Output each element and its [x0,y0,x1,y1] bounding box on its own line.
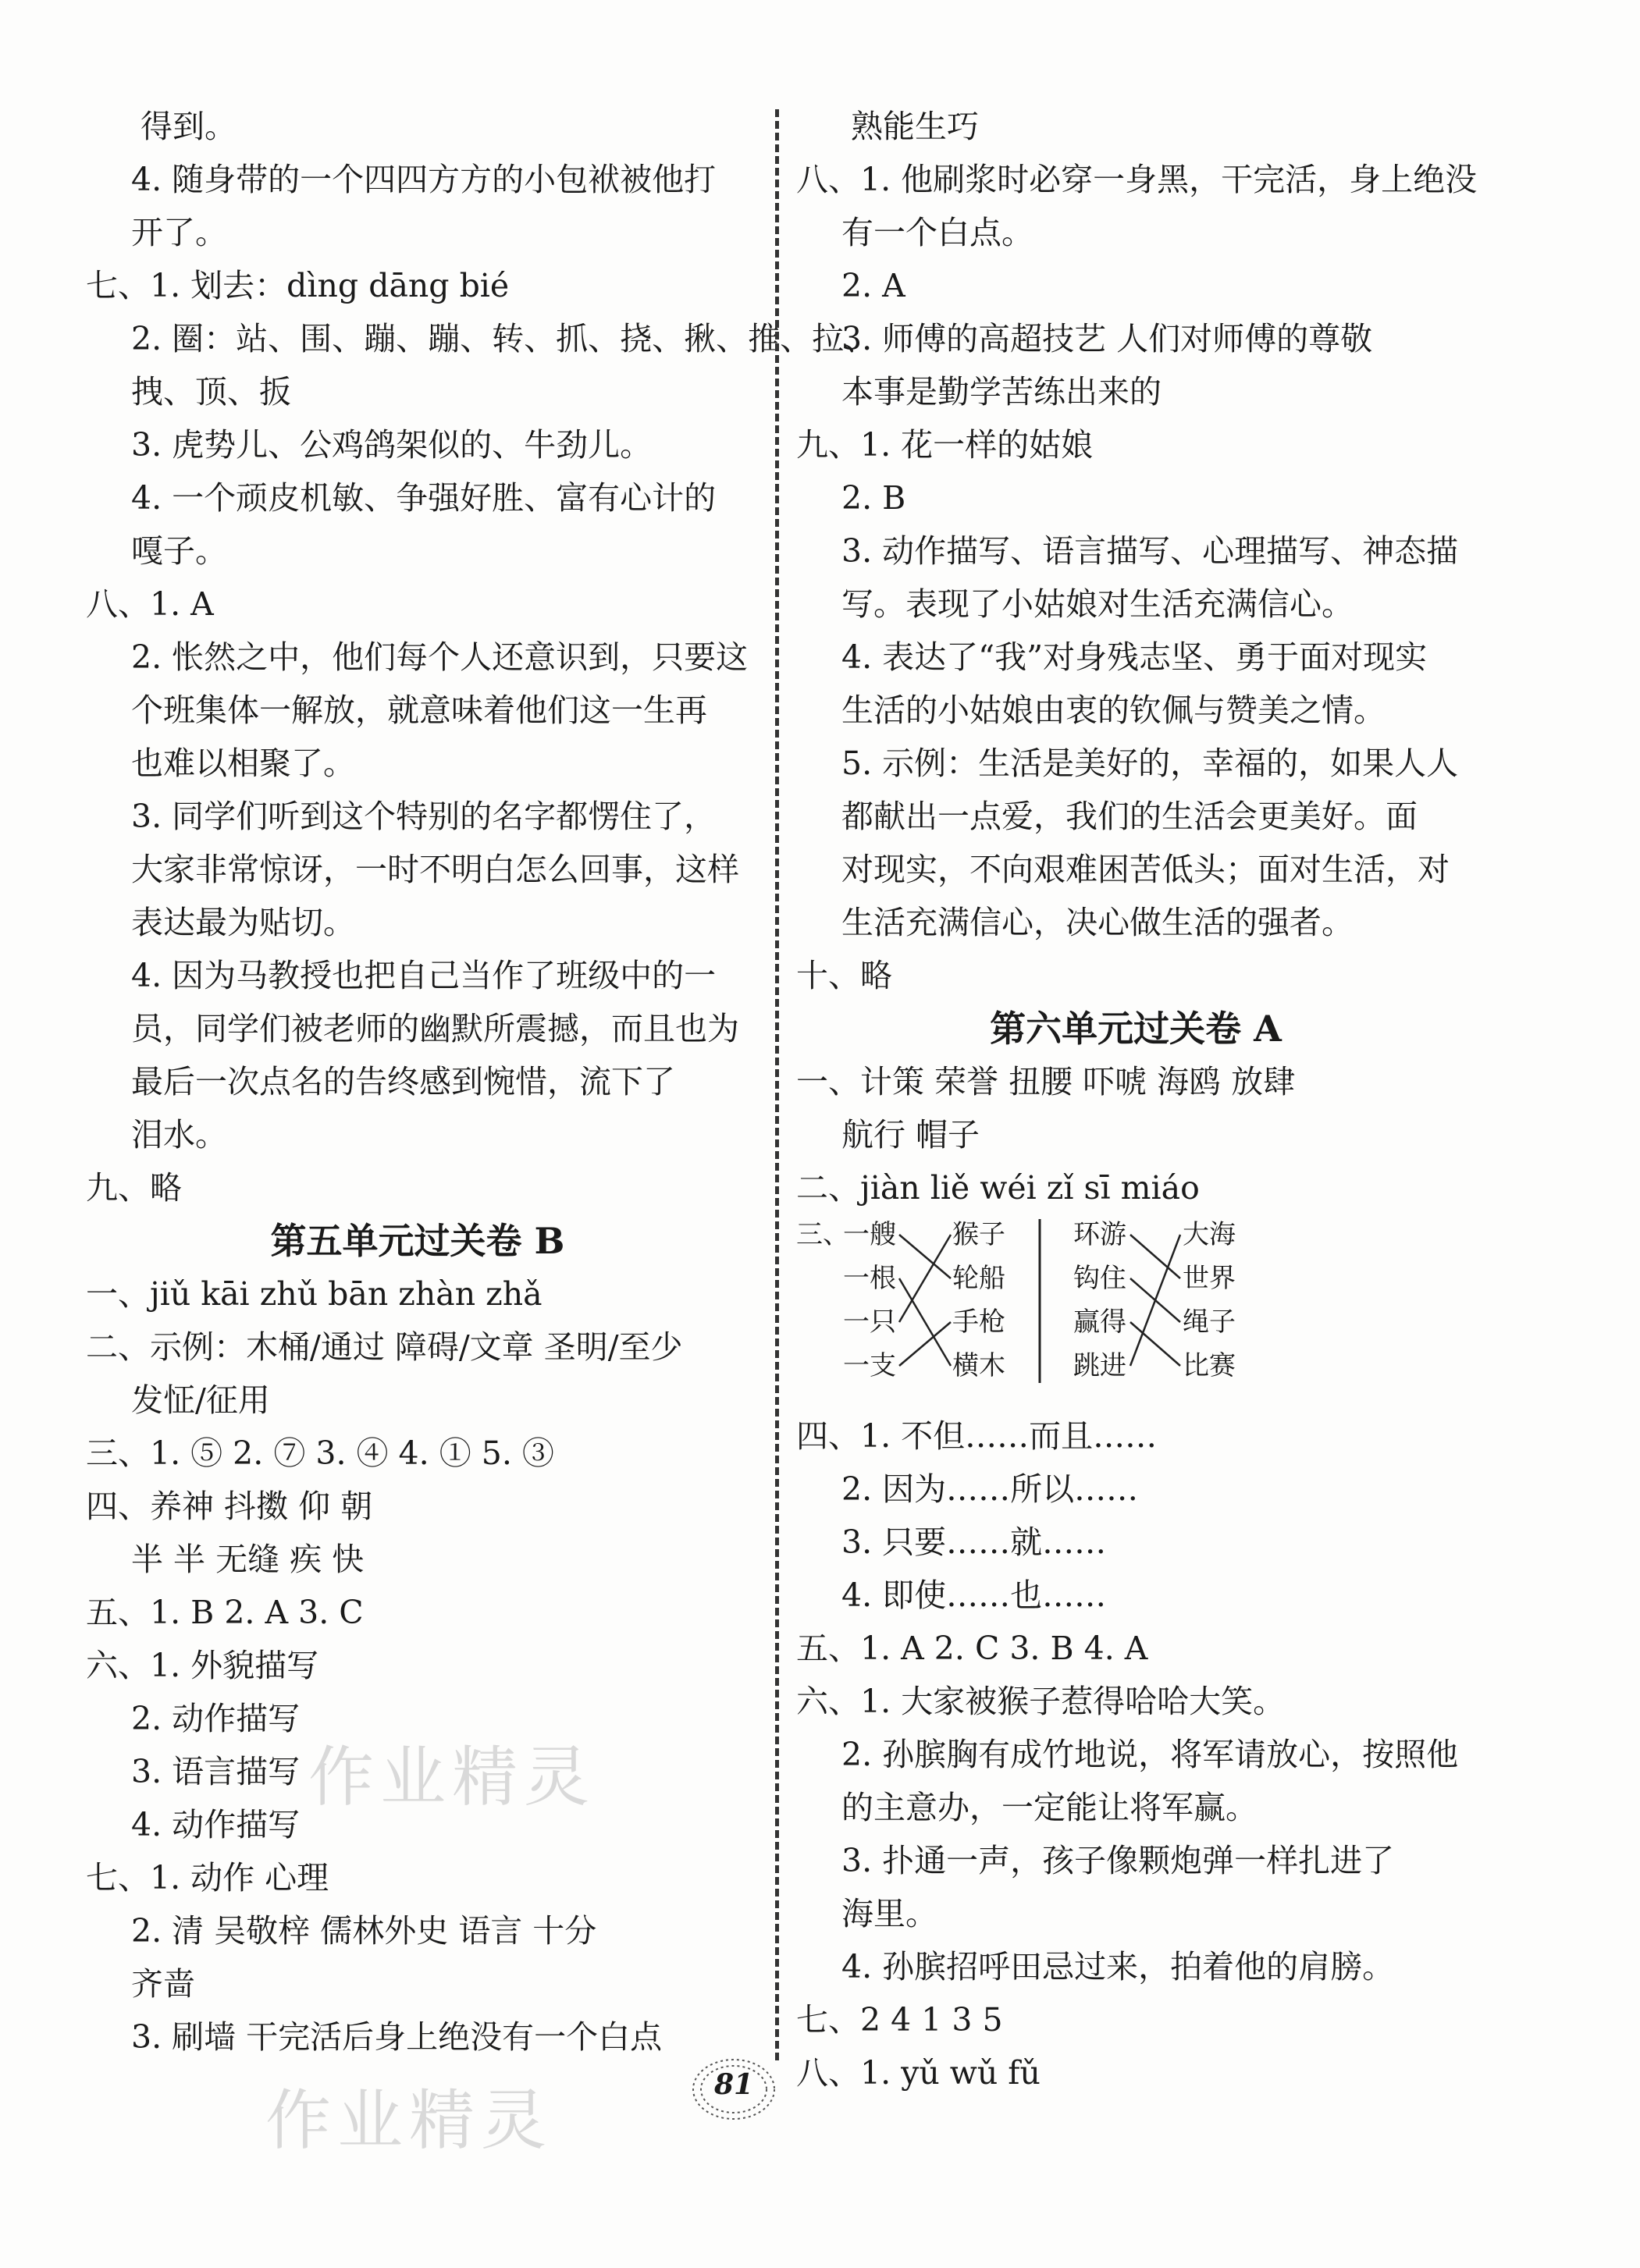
answer-line: 2. 圈：站、围、蹦、蹦、转、抓、挠、揪、推、拉、 [131,320,877,357]
answer-line: 5. 示例：生活是美好的，幸福的，如果人人 [841,745,1459,782]
answer-line: 大家非常惊讶，一时不明白怎么回事，这样 [131,851,739,888]
column-divider [775,109,779,2060]
answer-line: 3. 语言描写 [131,1753,301,1790]
question-line: 十、略 [796,957,892,994]
right-column-bottom [796,1410,1475,2099]
question-line: 八、1. yǔ wǔ fǔ [796,2054,1041,2092]
answer-line: 2. 孙膑胸有成竹地说，将军请放心，按照他 [841,1736,1459,1773]
question-line: 七、1. 划去：dìng dāng bié [86,267,510,304]
answer-line: 3. 同学们听到这个特别的名字都愣住了， [131,798,717,835]
question-line: 四、养神 抖擞 仰 朝 [86,1488,373,1525]
answer-line: 半 半 无缝 疾 快 [131,1541,365,1578]
answer-line: 2. 动作描写 [131,1700,301,1737]
question-line: 一、计策 荣誉 扭腰 吓唬 海鸥 放肆 [796,1063,1296,1100]
answer-line: 2. B [841,479,906,517]
section-heading: 第五单元过关卷 B [270,1220,565,1262]
answer-line: 开了。 [131,214,227,251]
answer-line: 3. 虎势儿、公鸡鸽架似的、牛劲儿。 [131,426,653,464]
question-line: 二、示例：木桶/通过 障碍/文章 圣明/至少 [86,1328,683,1366]
question-line: 七、1. 动作 心理 [86,1859,329,1897]
answer-line: 都献出一点爱，我们的生活会更美好。面 [841,798,1418,835]
answer-line: 拽、顶、扳 [131,373,291,411]
answer-line: 2. 清 吴敬梓 儒林外史 语言 十分 [131,1912,597,1950]
matching-exercise [796,1219,1236,1406]
answer-line: 海里。 [841,1895,937,1932]
match-link [899,1278,951,1366]
page-number: 81 [713,2068,754,2101]
answer-line: 对现实，不向艰难困苦低头；面对生活，对 [841,851,1450,888]
match-link [899,1235,951,1322]
answer-line: 3. 动作描写、语言描写、心理描写、神态描 [841,532,1459,570]
match-right-item: 世界 [1183,1263,1236,1294]
answer-line: 生活的小姑娘由衷的钦佩与赞美之情。 [841,691,1386,729]
watermark: 作业精灵 [308,1739,596,1815]
answer-line: 4. 一个顽皮机敏、争强好胜、富有心计的 [131,479,717,517]
question-line: 六、1. 外貌描写 [86,1647,319,1684]
watermark: 作业精灵 [265,2082,553,2159]
match-link [899,1322,951,1366]
answer-line: 也难以相聚了。 [131,745,355,782]
question-line: 一、jiǔ kāi zhǔ bān zhàn zhǎ [86,1275,543,1313]
section-heading: 第六单元过关卷 A [990,1008,1282,1050]
match-left-item: 一根 [843,1263,896,1294]
answer-line: 表达最为贴切。 [131,904,355,941]
answer-line: 写。表现了小姑娘对生活充满信心。 [841,585,1354,623]
answer-line: 齐啬 [131,1965,195,2003]
match-left-item: 钩住 [1073,1263,1126,1294]
match-right-item: 大海 [1183,1219,1236,1250]
question-label: 三、 [796,1219,849,1250]
answer-line: 熟能生巧 [851,108,979,145]
answer-line: 航行 帽子 [841,1116,980,1154]
answer-line: 3. 只要……就…… [841,1523,1107,1561]
match-left-item: 一艘 [843,1219,896,1250]
answer-line: 的主意办，一定能让将军赢。 [841,1789,1258,1826]
question-line: 二、jiàn liě wéi zǐ sī miáo [796,1169,1200,1207]
page-number-badge [687,2054,781,2124]
answer-line: 4. 孙膑招呼田忌过来，拍着他的肩膀。 [841,1948,1395,1985]
match-left-item: 一支 [843,1350,896,1381]
question-line: 五、1. B 2. A 3. C [86,1594,364,1631]
answer-line: 本事是勤学苦练出来的 [841,373,1162,411]
question-line: 九、略 [86,1169,182,1207]
answer-line: 2. 因为……所以…… [841,1470,1139,1508]
right-column-top [796,100,1478,1214]
match-right-item: 绳子 [1183,1306,1236,1338]
answer-line: 4. 因为马教授也把自己当作了班级中的一 [131,957,717,994]
question-line: 八、1. A [86,585,214,623]
answer-line: 发怔/征用 [131,1381,270,1419]
match-link [1130,1235,1180,1366]
answer-line: 得到。 [141,108,237,145]
answer-line: 3. 刷墙 干完活后身上绝没有一个白点 [131,2018,663,2056]
question-line: 九、1. 花一样的姑娘 [796,426,1094,464]
answer-line: 嘎子。 [131,532,227,570]
answer-line: 2. A [841,267,905,304]
match-right-item: 猴子 [952,1219,1005,1250]
answer-line: 最后一次点名的告终感到惋惜，流下了 [131,1063,675,1100]
match-right-item: 手枪 [952,1306,1005,1338]
answer-line: 个班集体一解放，就意味着他们这一生再 [131,691,707,729]
match-left-item: 跳进 [1073,1350,1126,1381]
match-left-item: 环游 [1073,1219,1126,1250]
question-line: 三、1. ⑤ 2. ⑦ 3. ④ 4. ① 5. ③ [86,1434,554,1472]
answer-line: 有一个白点。 [841,214,1033,251]
question-line: 八、1. 他刷浆时必穿一身黑，干完活，身上绝没 [796,161,1478,198]
answer-line: 4. 动作描写 [131,1806,301,1843]
answer-line: 3. 扑通一声，孩子像颗炮弹一样扎进了 [841,1842,1395,1879]
question-line: 五、1. A 2. C 3. B 4. A [796,1630,1148,1667]
answer-line: 4. 即使……也…… [841,1577,1107,1614]
match-right-item: 轮船 [952,1263,1005,1294]
answer-line: 员，同学们被老师的幽默所震撼，而且也为 [131,1010,739,1047]
match-right-item: 横木 [952,1350,1005,1381]
question-line: 六、1. 大家被猴子惹得哈哈大笑。 [796,1683,1286,1720]
match-link [899,1235,951,1278]
right-column [796,100,1478,2099]
answer-line: 3. 师傅的高超技艺 人们对师傅的尊敬 [841,320,1373,357]
answer-line: 生活充满信心，决心做生活的强者。 [841,904,1354,941]
match-left-item: 赢得 [1073,1306,1126,1338]
answer-line: 泪水。 [131,1116,227,1154]
match-right-item: 比赛 [1183,1350,1236,1381]
answer-line: 4. 随身带的一个四四方方的小包袱被他打 [131,161,717,198]
answer-line: 2. 怅然之中，他们每个人还意识到，只要这 [131,638,749,676]
match-left-item: 一只 [843,1306,896,1338]
question-line: 四、1. 不但……而且…… [796,1417,1158,1455]
answer-line: 4. 表达了“我”对身残志坚、勇于面对现实 [841,638,1428,676]
question-line: 七、2 4 1 3 5 [796,2001,1003,2039]
